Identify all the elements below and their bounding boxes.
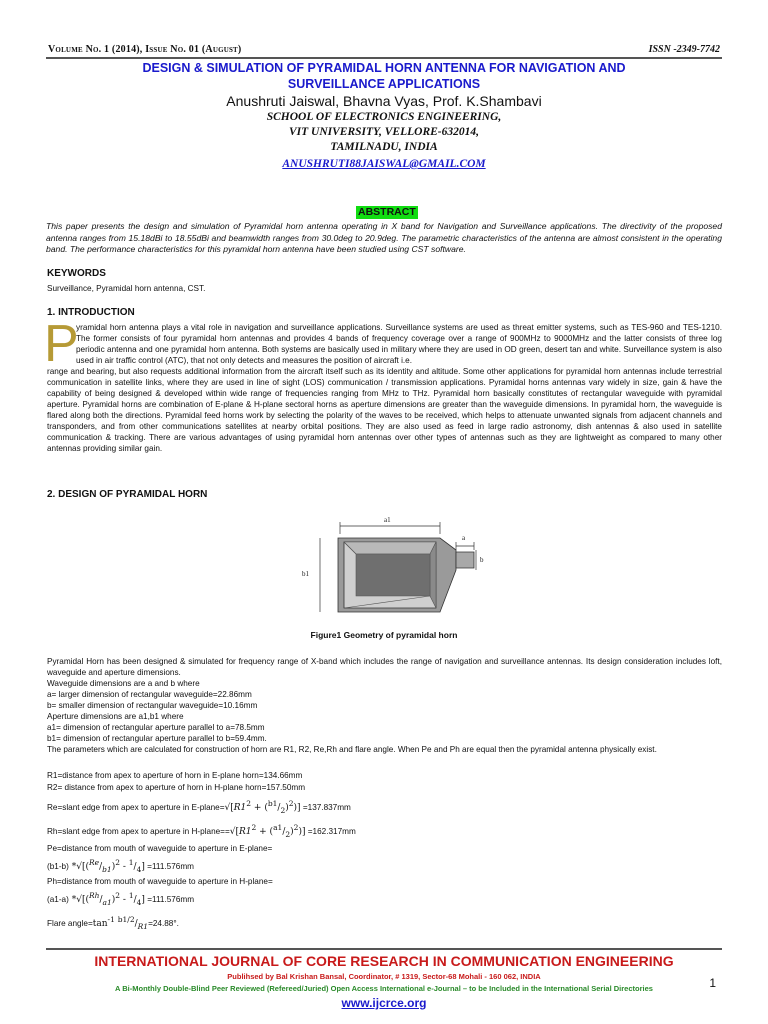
ph-label: Ph=distance from mouth of waveguide to aperture in H-plane= xyxy=(47,877,273,886)
re-value: =137.837mm xyxy=(302,803,351,812)
re-equation xyxy=(47,798,351,816)
aperture-dimensions-line: Aperture dimensions are a1,b1 where xyxy=(47,712,184,721)
affiliation-line-1: SCHOOL OF ELECTRONICS ENGINEERING, xyxy=(266,111,502,123)
flare-label: Flare angle= xyxy=(47,919,93,928)
publisher-info: Publihsed by Bal Krishan Bansal, Coordinator, # 1319, Sector-68 Mohali - 160 062, INDIA xyxy=(227,972,541,981)
calculated-parameters-paragraph: The parameters which are calculated for construction of horn are R1, R2, Re,Rh and flare angle. When Pe and Ph are equal then the pyramidal antenna physically exist. xyxy=(47,745,657,754)
waveguide-section xyxy=(456,552,474,568)
pe-prefix: (b1-b) xyxy=(47,862,69,871)
figure-label-a: a xyxy=(462,534,466,542)
pyramidal-horn-figure xyxy=(280,510,495,626)
keywords-heading: KEYWORDS xyxy=(47,268,106,279)
rh-label: Rh=slant edge from apex to aperture in H-plane== xyxy=(47,827,230,836)
paper-title xyxy=(60,60,708,92)
figure-label-a1: a1 xyxy=(384,516,391,524)
horn-side-wall xyxy=(430,542,436,608)
horn-top-wall xyxy=(344,542,436,554)
re-formula: $√[R1^2 + (^{b1}/_2)^2)$] xyxy=(224,799,301,815)
waveguide-dimensions-line: Waveguide dimensions are a and b where xyxy=(47,679,200,688)
journal-description: A Bi-Monthly Double-Blind Peer Reviewed (Refereed/Juried) Open Access International e-Journal – to be Included in the International Serial Directories xyxy=(115,984,653,993)
page-number: 1 xyxy=(709,976,716,990)
affiliation-line-3: TAMILNADU, INDIA xyxy=(330,141,438,153)
author-list: Anushruti Jaiswal, Bhavna Vyas, Prof. K.Shambavi xyxy=(226,93,542,109)
r2-line: R2= distance from apex to aperture of horn in H-plane horn=157.50mm xyxy=(47,783,306,792)
re-label: Re=slant edge from apex to aperture in E-plane= xyxy=(47,803,225,812)
dimension-a-line: a= larger dimension of rectangular waveguide=22.86mm xyxy=(47,690,252,699)
dimension-b1-line: b1= dimension of rectangular aperture parallel to b=59.4mm. xyxy=(47,734,267,743)
introduction-heading: 1. INTRODUCTION xyxy=(47,307,135,318)
keywords-text: Surveillance, Pyramidal horn antenna, CST. xyxy=(47,284,206,293)
introduction-paragraph-rest: range and bearing, but also requests additional information from the aircraft itself such as its identity and altitude. Some other applications for pyramidal horn antennas include terrestrial communication in satellite links, where they are used in line of sight (LOS) communication / transmission applications. Pyramidal horns antennas vary widely in size, gain & have the capability of being designed & developed within wide range of frequencies ranging from MHz to THz. Pyramidal horn basically constitutes of rectangular waveguide with pyramidal aperture. Pyramidal horns are combination of E-plane & H-plane sectoral horns as aperture dimensions are greater than the waveguide dimensions. In pyramidal horn, the waveguide is flared along both the directions. Pyramidal feed horns work by selecting the polarity of the waves to be received, which helps to attenuate unwanted signals from adjacent channels and transponders, and from other communications satellites at nearby orbital positions. They are also used as feed in large radio astronomy, dish antennas & also used in satellite communication & tracking. There are various advantages of using pyramidal horn antennas over other types of antennas such as they are lightweight as compared to many other antennas providing similar gain. xyxy=(47,367,722,453)
title-line-2: SURVEILLANCE APPLICATIONS xyxy=(287,77,481,91)
ph-prefix: (a1-a) xyxy=(47,895,69,904)
pe-equation xyxy=(47,857,194,875)
dimension-a1-line: a1= dimension of rectangular aperture parallel to a=78.5mm xyxy=(47,723,265,732)
affiliation-line-2: VIT UNIVERSITY, VELLORE-632014, xyxy=(289,126,479,138)
horn-inner-throat xyxy=(356,554,430,596)
design-heading: 2. DESIGN OF PYRAMIDAL HORN xyxy=(47,489,208,500)
r1-line: R1=distance from apex to aperture of horn in E-plane horn=134.66mm xyxy=(47,771,303,780)
flare-angle-equation xyxy=(47,914,179,932)
ph-equation xyxy=(47,890,194,908)
issn-label: ISSN -2349-7742 xyxy=(648,44,720,55)
ph-formula: $*√[(^{Rh}/_{a1})^2 - ^1/_4]$ xyxy=(68,891,145,907)
footer-divider xyxy=(46,948,722,950)
figure-caption: Figure1 Geometry of pyramidal horn xyxy=(310,630,458,640)
drop-cap-letter: P xyxy=(44,315,79,373)
pe-label: Pe=distance from mouth of waveguide to aperture in E-plane= xyxy=(47,844,273,853)
flare-value: =24.88°. xyxy=(148,919,179,928)
figure-label-b1: b1 xyxy=(302,570,309,578)
author-email-link[interactable]: ANUSHRUTI88JAISWAL@GMAIL.COM xyxy=(282,158,486,170)
ph-value: =111.576mm xyxy=(147,895,195,904)
pe-formula: $*√[(^{Re}/_{b1})^2 - ^1/_4]$ xyxy=(68,858,145,874)
journal-volume-info: Volume No. 1 (2014), Issue No. 01 (August) xyxy=(48,44,242,55)
figure-label-b: b xyxy=(480,556,484,564)
title-line-1: DESIGN & SIMULATION OF PYRAMIDAL HORN ANTENNA FOR NAVIGATION AND xyxy=(142,61,626,75)
pe-value: =111.576mm xyxy=(147,862,194,871)
rh-formula: $√[R1^2 + (^{a1}/_2)^2)$] xyxy=(229,823,306,839)
journal-name: INTERNATIONAL JOURNAL OF CORE RESEARCH IN COMMUNICATION ENGINEERING xyxy=(94,953,674,969)
abstract-text: This paper presents the design and simulation of Pyramidal horn antenna operating in X band for Navigation and Surveillance applications. The directivity of the proposed antenna ranges from 15.18dBi to 18.55dBi and beamwidth ranges from 30.0deg to 20.9deg. The parametric characteristics of the antenna are almost consistent in the operating band. The performance characteristics for this pyramidal horn antenna have been studied using CST software. xyxy=(46,221,722,255)
flare-formula: $\tan^{-1} ^{b1/2}/_{R1}$ xyxy=(92,915,149,931)
journal-website-link[interactable]: www.ijcrce.org xyxy=(341,996,427,1010)
abstract-heading: ABSTRACT xyxy=(358,206,416,218)
introduction-paragraph-start: yramidal horn antenna plays a vital role in navigation and surveillance applications. Surveillance systems are used as threat emitter systems, such as TES-960 and TES-1210. The former consists of four pyramidal horn antennas and provides 4 bands of frequency coverage over a range of 900MHz to 9000MHz and the latter consists of three log periodic antenna and one pyramidal horn antenna. Both systems are basically used in military where they are used in OD green, desert tan and white. Surveillance system is also used in air traffic control (ATC), that not only detects and measures the position of aircraft i.e. xyxy=(76,323,722,365)
design-paragraph: Pyramidal Horn has been designed & simulated for frequency range of X-band which includes the range of navigation and surveillance antennas. Its design consideration includes loft, waveguide and aperture dimensions. xyxy=(47,657,722,677)
header-divider xyxy=(46,57,722,59)
rh-equation xyxy=(47,822,356,840)
dimension-b-line: b= smaller dimension of rectangular waveguide=10.16mm xyxy=(47,701,258,710)
rh-value: =162.317mm xyxy=(307,827,356,836)
